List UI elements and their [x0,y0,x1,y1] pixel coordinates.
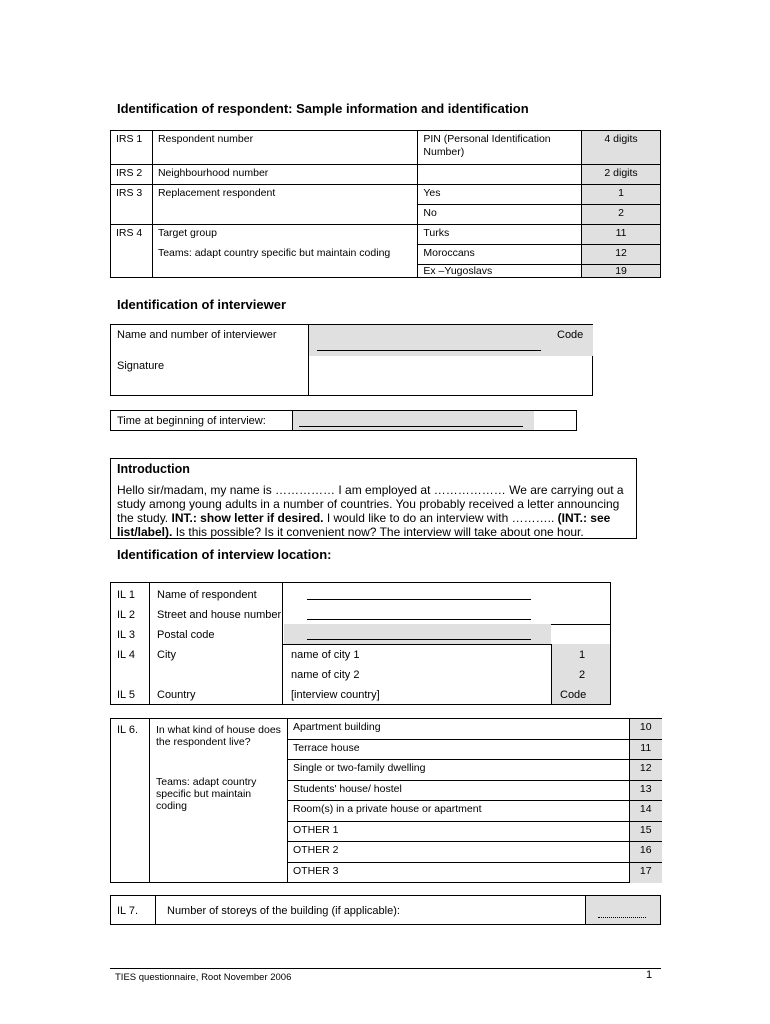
interviewer-box [110,324,593,396]
house-option-value: 16 [629,842,662,863]
irs4-option-yugoslavs[interactable]: Ex –Yugoslavs [418,265,582,278]
house-option-label[interactable]: Single or two-family dwelling [288,760,630,781]
interviewer-name-field[interactable] [308,325,593,356]
country-code: Code [560,689,587,701]
il7-question: Number of storeys of the building (if applicable): [167,905,400,917]
irs1-code: IRS 1 [111,131,153,165]
introduction-text: Hello sir/madam, my name is …………… I am employed at ……………… We are carrying out a study among young adults in a number of countries. You probably received a letter announcing the study. INT.: show letter if desired. I would like to do an interview with ……….. (INT.: see list/label). Is this possible? Is it convenient now? The interview will take about one hour. [117,483,624,539]
irs3-label: Replacement respondent [152,185,417,205]
il3-code: IL 3 [117,629,135,641]
irs4-value-turks: 11 [582,225,661,245]
storeys-field[interactable] [586,896,660,924]
footer-rule [110,968,661,969]
il6-note: Teams: adapt country specific but maintain coding [156,776,257,812]
house-option-row[interactable] [288,842,663,863]
il5-code: IL 5 [117,689,135,701]
il6-code: IL 6. [117,724,138,736]
street-line[interactable] [307,619,531,620]
interviewer-name-label: Name and number of interviewer [117,329,277,341]
start-time-label: Time at beginning of interview: [117,415,266,427]
house-option-label[interactable]: OTHER 3 [288,862,630,883]
city1-value: 1 [579,649,586,661]
il7-code: IL 7. [117,905,138,917]
country-option[interactable]: [interview country] [291,689,380,701]
house-option-value: 11 [629,739,662,760]
il3-label: Postal code [157,629,215,641]
house-option-row[interactable] [288,719,663,740]
irs2-code: IRS 2 [111,165,153,185]
irs2-answer [418,165,582,185]
irs4-value-moroccans: 12 [582,245,661,265]
irs1-label: Respondent number [152,131,417,165]
irs4-option-moroccans[interactable]: Moroccans [418,245,582,265]
house-option-value: 12 [629,760,662,781]
storeys-box [110,895,661,925]
respondent-name-line[interactable] [307,599,531,600]
il2-code: IL 2 [117,609,135,621]
irs4-note: Teams: adapt country specific but maintain coding [152,245,417,265]
signature-label: Signature [117,360,165,372]
footer-text: TIES questionnaire, Root November 2006 [115,972,292,983]
irs4-option-turks[interactable]: Turks [418,225,582,245]
signature-field[interactable] [309,356,594,395]
list-label-instruction: (INT.: see list/label). [117,511,611,539]
irs2-label: Neighbourhood number [152,165,417,185]
house-option-label[interactable]: OTHER 1 [288,821,630,842]
house-option-value: 10 [629,719,662,740]
house-option-label[interactable]: Apartment building [288,719,630,740]
start-time-box [110,410,577,431]
irs2-value[interactable]: 2 digits [582,165,661,185]
interviewer-section-title: Identification of interviewer [117,297,287,312]
il2-label: Street and house number [157,609,282,621]
il4-code: IL 4 [117,649,135,661]
irs3-option-no[interactable]: No [418,205,582,225]
irs4-label: Target group [152,225,417,245]
respondent-section-title: Identification of respondent: Sample information and identification [117,101,529,116]
il1-label: Name of respondent [157,589,257,601]
page-number: 1 [646,969,653,981]
introduction-title: Introduction [117,462,190,476]
interviewer-name-line [317,350,541,351]
il5-label: Country [157,689,196,701]
house-option-value: 14 [629,801,662,822]
introduction-box [110,458,637,539]
city2-option[interactable]: name of city 2 [291,669,360,681]
il1-code: IL 1 [117,589,135,601]
irs3-value-yes: 1 [582,185,661,205]
irs1-answer: PIN (Personal Identification Number) [418,131,582,165]
house-option-row[interactable] [288,801,663,822]
house-type-box [110,718,661,883]
house-option-row[interactable] [288,760,663,781]
location-box [110,582,611,705]
irs3-code: IRS 3 [111,185,153,205]
house-option-label[interactable]: Room(s) in a private house or apartment [288,801,630,822]
house-option-label[interactable]: Students' house/ hostel [288,780,630,801]
house-option-value: 13 [629,780,662,801]
house-option-value: 17 [629,862,662,883]
il4-label: City [157,649,176,661]
location-section-title: Identification of interview location: [117,547,332,562]
postal-code-line [307,639,531,640]
show-letter-instruction: INT.: show letter if desired. [171,511,324,525]
house-option-label[interactable]: Terrace house [288,739,630,760]
irs4-value-yugoslavs: 19 [582,265,661,278]
house-option-row[interactable] [288,862,663,883]
irs3-value-no: 2 [582,205,661,225]
house-option-row[interactable] [288,821,663,842]
irs3-option-yes[interactable]: Yes [418,185,582,205]
respondent-table [110,130,661,278]
irs4-code: IRS 4 [111,225,153,245]
interviewer-code-label: Code [557,329,584,341]
house-option-row[interactable] [288,739,663,760]
irs1-value[interactable]: 4 digits [582,131,661,165]
city2-value: 2 [579,669,586,681]
house-option-row[interactable] [288,780,663,801]
postal-code-field[interactable] [284,624,551,644]
house-option-value: 15 [629,821,662,842]
start-time-field[interactable] [293,411,534,430]
house-options-table [287,718,662,883]
il6-question: In what kind of house does the respondent live? [156,724,281,748]
city1-option[interactable]: name of city 1 [291,649,360,661]
house-option-label[interactable]: OTHER 2 [288,842,630,863]
